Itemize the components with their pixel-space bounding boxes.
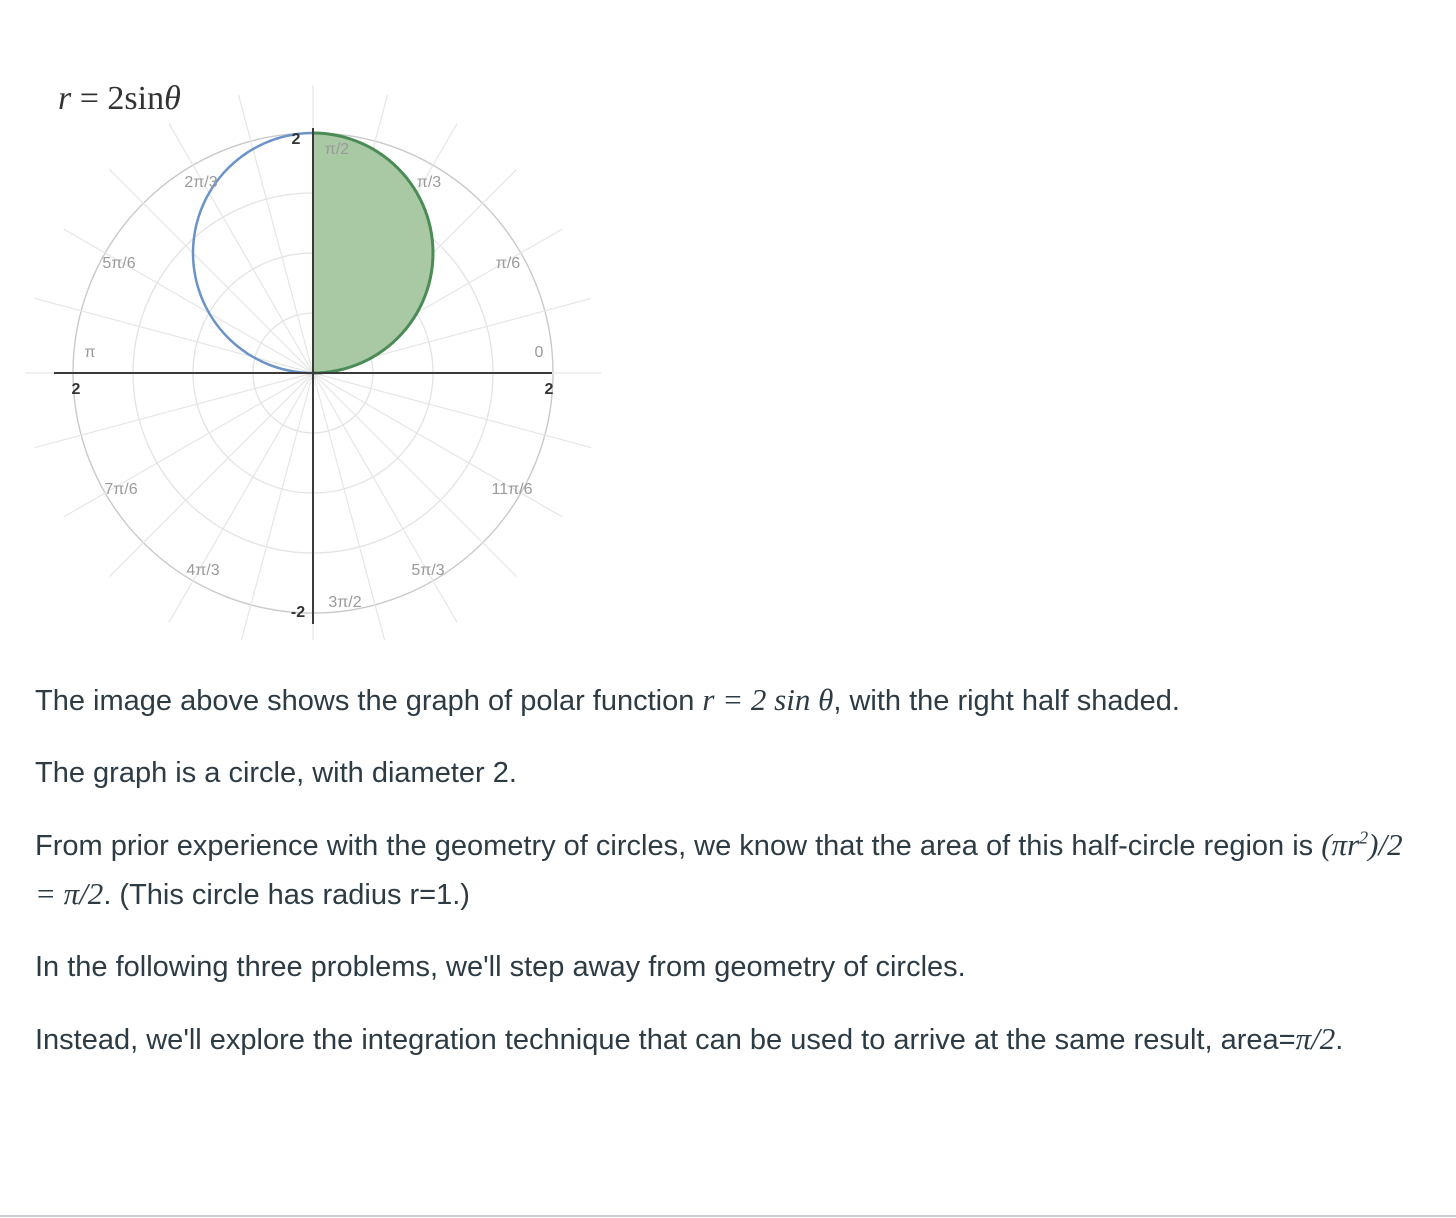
grid-radial-line: [109, 169, 313, 373]
grid-radial-line: [64, 229, 313, 373]
angle-label: 0: [534, 344, 544, 362]
paragraph-3: From prior experience with the geometry of circles, we know that the area of this half-circle region is $(\pi r^2)/2 = \pi/2$. (This circle has radius r=1.): [35, 827, 1403, 911]
paragraph-4: In the following three problems, we'll step away from geometry of circles.: [35, 951, 966, 983]
angle-label: 2π/3: [184, 174, 218, 192]
angle-label: π: [84, 344, 96, 362]
polar-chart: [0, 0, 620, 640]
paragraph-5: Instead, we'll explore the integration technique that can be used to arrive at the same result, area=π/2.: [35, 1021, 1344, 1056]
grid-radial-line: [313, 373, 517, 580]
axis-value-label: 2: [291, 131, 301, 149]
angle-label: 3π/2: [328, 594, 362, 612]
shaded-region: [313, 133, 433, 373]
curve-left-half: [193, 133, 313, 373]
angle-label: π/2: [324, 141, 350, 159]
angle-label: 5π/3: [411, 562, 445, 580]
axis-value-label: 2: [544, 381, 554, 399]
paragraph-2: The graph is a circle, with diameter 2.: [35, 757, 517, 789]
axis-value-label: 2: [71, 381, 81, 399]
explanation-text: [35, 676, 1425, 1088]
grid-radial-line: [169, 124, 313, 373]
bottom-divider: [0, 1215, 1456, 1217]
grid-radial-line: [238, 373, 313, 640]
grid-radial-line: [64, 373, 313, 517]
grid-radial-line: [313, 373, 457, 622]
grid-radial-line: [109, 373, 313, 580]
angle-label: 4π/3: [186, 562, 220, 580]
angle-label: 5π/6: [102, 255, 136, 273]
angle-label: 11π/6: [491, 481, 533, 499]
axis-value-label: -2: [290, 604, 306, 622]
grid-radial-line: [169, 373, 313, 622]
angle-label: π/6: [495, 255, 521, 273]
paragraph-1: The image above shows the graph of polar function r = 2 sin θ, with the right half shaded.: [35, 682, 1180, 717]
angle-label: π/3: [416, 174, 442, 192]
graph-title: r = 2sinθ: [58, 80, 181, 117]
angle-label: 7π/6: [104, 481, 138, 499]
